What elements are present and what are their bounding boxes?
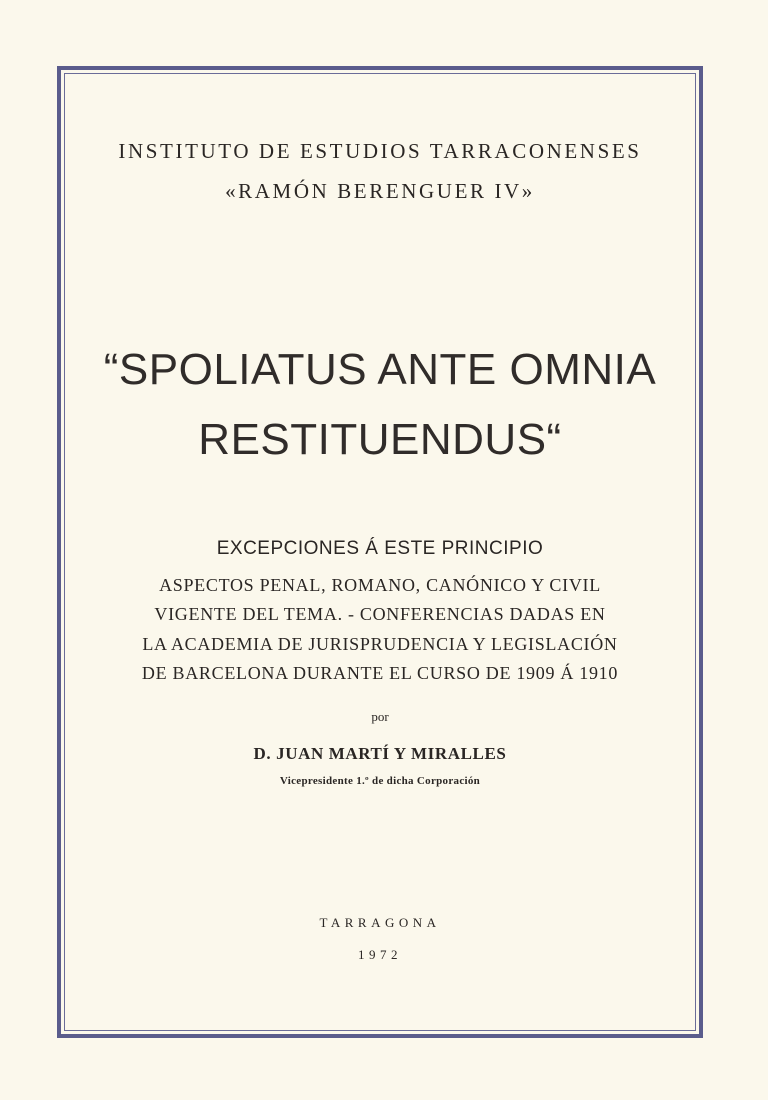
description-line-4: DE BARCELONA DURANTE EL CURSO DE 1909 Á 1910 xyxy=(141,663,619,683)
institution-name: INSTITUTO DE ESTUDIOS TARRACONENSES xyxy=(118,139,642,163)
author-role: Vicepresidente 1.º de dicha Corporación xyxy=(279,775,481,787)
description-line-2: VIGENTE DEL TEMA. - CONFERENCIAS DADAS EN xyxy=(154,604,606,624)
book-subtitle: EXCEPCIONES Á ESTE PRINCIPIO xyxy=(216,538,544,559)
author-name: D. JUAN MARTÍ Y MIRALLES xyxy=(253,744,507,763)
book-title-line-1: “SPOLIATUS ANTE OMNIA xyxy=(103,345,657,394)
by-label: por xyxy=(371,709,389,724)
title-page xyxy=(64,73,696,1031)
description-line-1: ASPECTOS PENAL, ROMANO, CANÓNICO Y CIVIL xyxy=(159,575,601,595)
imprint-year: 1972 xyxy=(358,947,402,962)
description-line-3: LA ACADEMIA DE JURISPRUDENCIA Y LEGISLACIÓN xyxy=(142,634,618,654)
imprint-city: TARRAGONA xyxy=(319,915,441,930)
institution-subname: «RAMÓN BERENGUER IV» xyxy=(225,179,535,203)
book-title-line-2: RESTITUENDUS“ xyxy=(198,415,562,464)
